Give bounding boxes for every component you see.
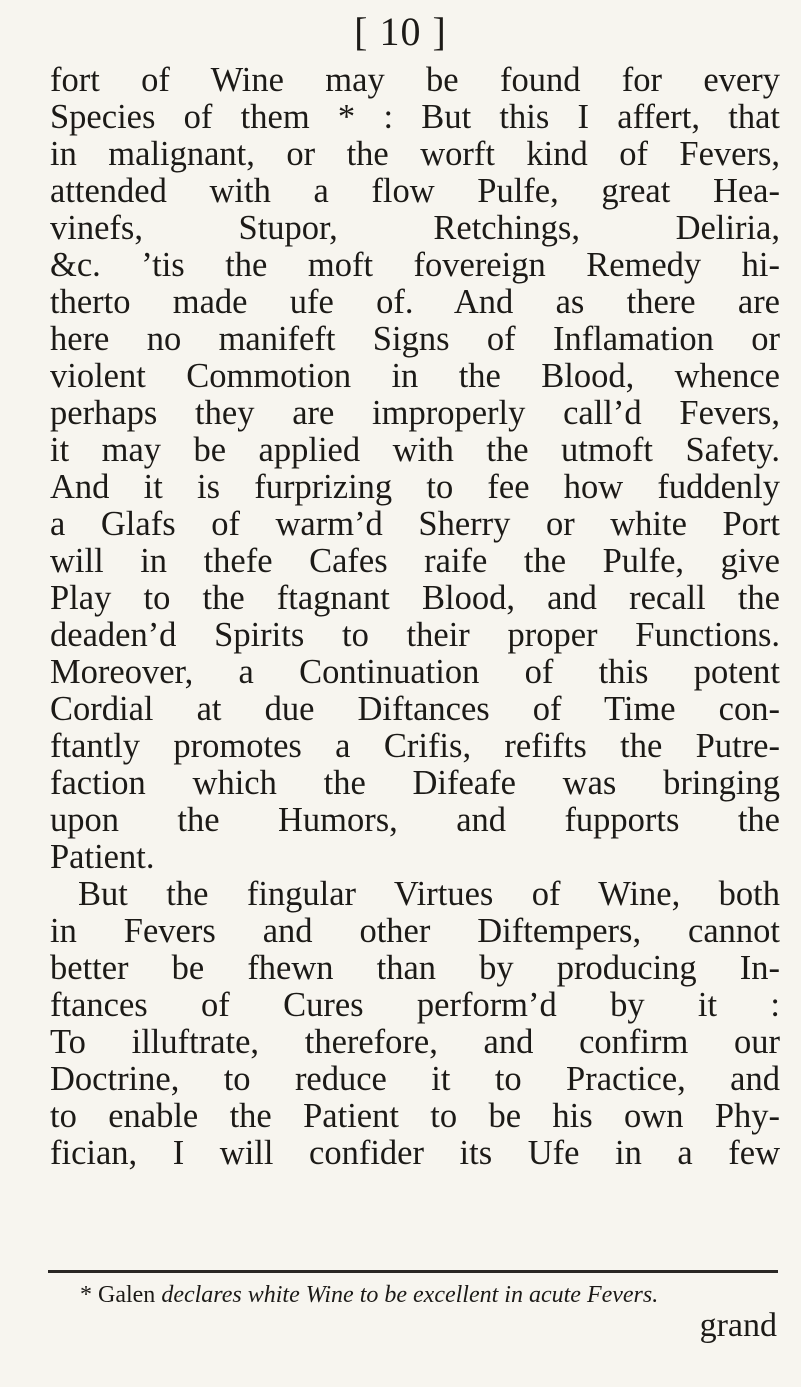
text-line: violent Commotion in the Blood, whence xyxy=(50,357,780,395)
catchword: grand xyxy=(699,1307,777,1344)
text-line: ftances of Cures perform’d by it : xyxy=(50,986,780,1024)
text-line: But the fingular Virtues of Wine, both xyxy=(78,875,780,913)
text-line: here no manifeft Signs of Inflamation or xyxy=(50,320,780,358)
footnote-text: declares white Wine to be excellent in acute Fevers. xyxy=(161,1282,659,1308)
text-line: Species of them * : But this I affert, that xyxy=(50,98,780,136)
text-line: deaden’d Spirits to their proper Functions. xyxy=(50,616,780,654)
text-line: vinefs, Stupor, Retchings, Deliria, xyxy=(50,209,780,247)
text-line: will in thefe Cafes raife the Pulfe, give xyxy=(50,542,780,580)
text-line: Doctrine, to reduce it to Practice, and xyxy=(50,1060,780,1098)
footnote-marker: * Galen xyxy=(80,1282,156,1308)
text-line: Moreover, a Continuation of this potent xyxy=(50,653,780,691)
text-line: fort of Wine may be found for every xyxy=(50,61,780,99)
text-line: perhaps they are improperly call’d Fevers, xyxy=(50,394,780,432)
text-line: it may be applied with the utmoft Safety. xyxy=(50,431,780,469)
text-line: upon the Humors, and fupports the xyxy=(50,801,780,839)
text-line: To illuftrate, therefore, and confirm our xyxy=(50,1023,780,1061)
text-line: faction which the Difeafe was bringing xyxy=(50,764,780,802)
text-line: in Fevers and other Diftempers, cannot xyxy=(50,912,780,950)
page-number: [ 10 ] xyxy=(354,9,447,54)
text-line: to enable the Patient to be his own Phy- xyxy=(50,1097,780,1135)
text-line: Cordial at due Diftances of Time con- xyxy=(50,690,780,728)
text-line: a Glafs of warm’d Sherry or white Port xyxy=(50,505,780,543)
text-line: Play to the ftagnant Blood, and recall the xyxy=(50,579,780,617)
body-text xyxy=(50,62,780,1172)
text-line: And it is furprizing to fee how fuddenly xyxy=(50,468,780,506)
text-line: Patient. xyxy=(50,838,155,876)
text-line: attended with a flow Pulfe, great Hea- xyxy=(50,172,780,210)
text-line: better be fhewn than by producing In- xyxy=(50,949,780,987)
text-line: &c. ’tis the moft fovereign Remedy hi- xyxy=(50,246,780,284)
text-line: fician, I will confider its Ufe in a few xyxy=(50,1134,780,1172)
footnote-rule xyxy=(48,1270,778,1273)
footnote xyxy=(80,1280,780,1310)
text-line: in malignant, or the worft kind of Fevers, xyxy=(50,135,780,173)
text-line: therto made ufe of. And as there are xyxy=(50,283,780,321)
text-line: ftantly promotes a Crifis, refifts the Putre- xyxy=(50,727,780,765)
